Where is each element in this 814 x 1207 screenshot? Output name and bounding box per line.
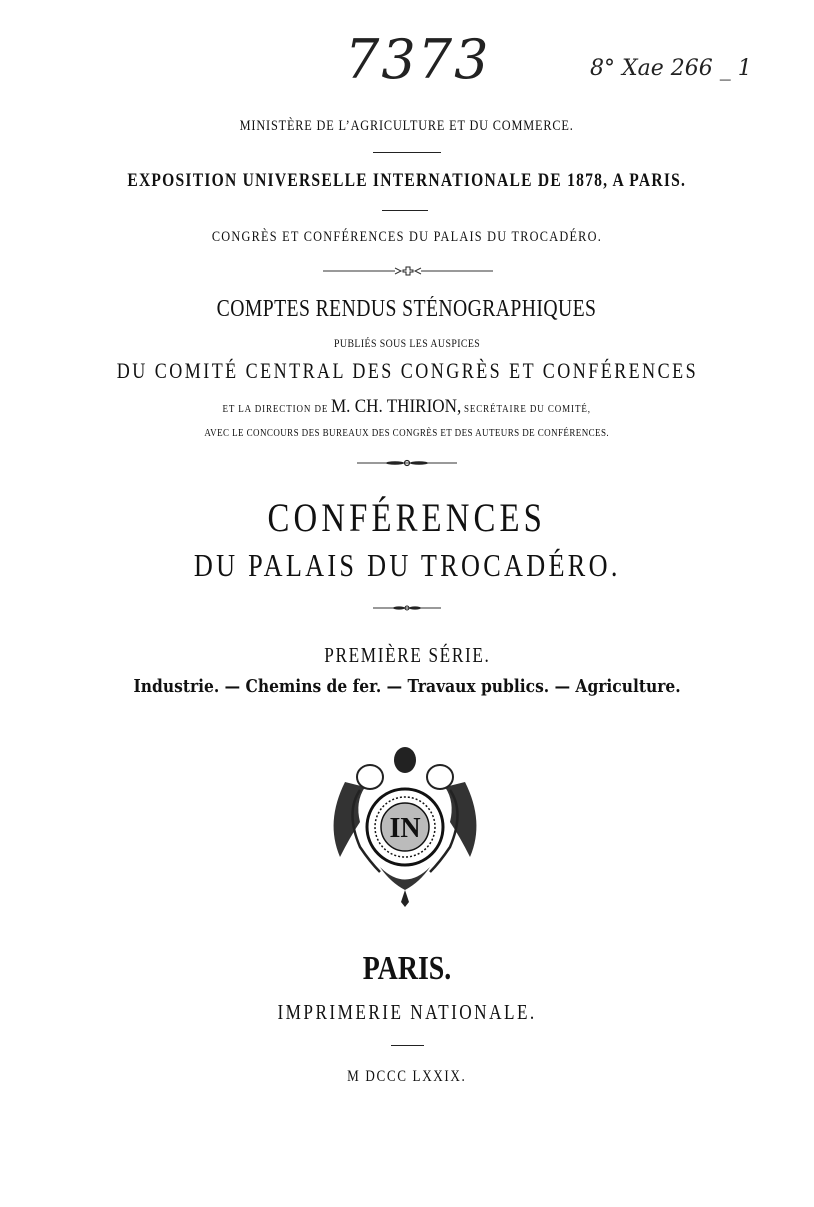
ministry-line (0, 118, 814, 135)
divider-rule (391, 1045, 424, 1046)
concours-line (0, 427, 814, 439)
ministry-text: MINISTÈRE DE L’AGRICULTURE ET DU COMMERCE. (240, 118, 574, 134)
congress-text: CONGRÈS ET CONFÉRENCES DU PALAIS DU TROCADÉRO. (211, 229, 603, 245)
direction-suffix: SECRÉTAIRE DU COMITÉ, (464, 404, 592, 415)
imprint-city-text: PARIS. (362, 950, 452, 987)
imprint-year (0, 1068, 814, 1086)
handwritten-shelf-mark: 8° Xae 266 _ 1 (590, 56, 752, 81)
committee-text: DU COMITÉ CENTRAL DES CONGRÈS ET CONFÉRENCES (116, 358, 698, 383)
exposition-line (0, 170, 814, 192)
series-label-text: PREMIÈRE SÉRIE. (323, 643, 491, 667)
ornament-divider (357, 455, 457, 465)
main-title-text: CONFÉRENCES (267, 495, 547, 540)
imprimerie-nationale-crest (325, 742, 485, 907)
exposition-text: EXPOSITION UNIVERSELLE INTERNATIONALE DE 1878, A PARIS. (127, 170, 687, 191)
imprint-year-text: M DCCC LXXIX. (347, 1068, 467, 1085)
congress-line (0, 229, 814, 246)
publication-subtitle (0, 336, 814, 351)
series-topics-text: Industrie. — Chemins de fer. — Travaux publics. — Agriculture. (133, 676, 681, 697)
main-title-line2 (0, 547, 814, 584)
series-label (0, 643, 814, 668)
handwritten-shelf-number: 7373 (345, 28, 491, 91)
imprint-printer-text: IMPRIMERIE NATIONALE. (277, 1000, 537, 1024)
series-topics (0, 676, 814, 697)
concours-text: AVEC LE CONCOURS DES BUREAUX DES CONGRÈS ET DES AUTEURS DE CONFÉRENCES. (204, 427, 610, 439)
divider-rule (382, 210, 428, 211)
director-name: M. CH. THIRION, (331, 396, 462, 417)
publication-subtitle-text: PUBLIÉS SOUS LES AUSPICES (333, 336, 481, 350)
main-subtitle-text: DU PALAIS DU TROCADÉRO. (193, 547, 621, 583)
svg-text:IN: IN (389, 813, 421, 844)
direction-line (0, 396, 814, 418)
committee-line (0, 358, 814, 384)
ornament-divider (323, 264, 493, 276)
publication-title-text: COMPTES RENDUS STÉNOGRAPHIQUES (217, 296, 597, 322)
ornament-divider (373, 600, 441, 610)
imprint-printer (0, 1000, 814, 1025)
main-title-line1 (0, 494, 814, 541)
imprint-city (0, 950, 814, 988)
direction-prefix: ET LA DIRECTION DE (222, 404, 329, 415)
divider-rule (373, 152, 441, 153)
publication-title (0, 296, 814, 323)
